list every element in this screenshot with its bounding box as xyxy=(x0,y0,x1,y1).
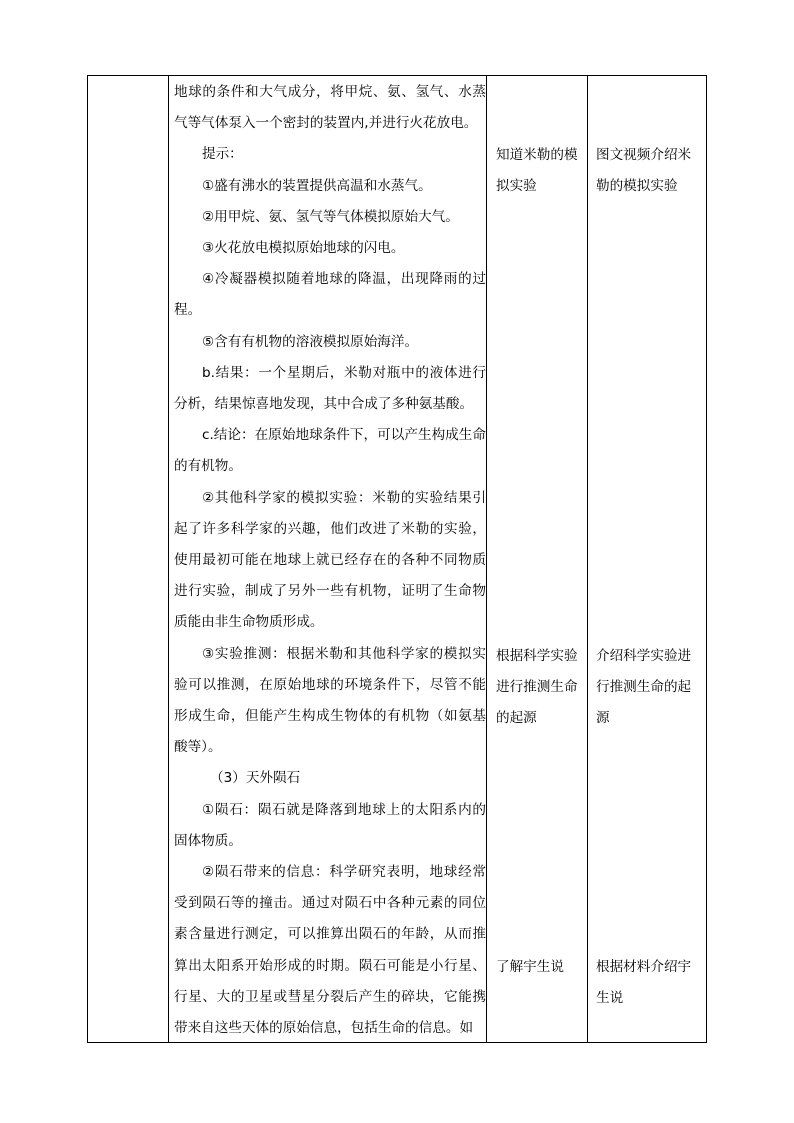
content-paragraph: ①陨石：陨石就是降落到地球上的太阳系内的固体物质。 xyxy=(174,801,486,849)
student-activity-cell xyxy=(496,140,588,202)
design-intent-cell xyxy=(596,140,704,202)
content-paragraph: ①盛有沸水的装置提供高温和水蒸气。 xyxy=(202,177,432,194)
student-activity-text: 知道米勒的模拟实验 xyxy=(496,147,578,195)
content-paragraph: c.结论：在原始地球条件下，可以产生构成生命的有机物。 xyxy=(174,427,486,475)
lesson-table xyxy=(87,75,707,1043)
column-divider xyxy=(168,76,169,1042)
design-intent-text: 根据材料介绍宇生说 xyxy=(596,959,692,1007)
content-paragraph: ④冷凝器模拟随着地球的降温，出现降雨的过程。 xyxy=(174,271,486,319)
content-paragraph: ③实验推测：根据米勒和其他科学家的模拟实验可以推测，在原始地球的环境条件下，尽管不能形成生命，但能产生构成生物体的有机物（如氨基酸等）。 xyxy=(174,645,486,756)
design-intent-cell xyxy=(596,641,704,735)
section-heading: （3）天外陨石 xyxy=(210,770,301,787)
content-paragraph: ②陨石带来的信息：科学研究表明，地球经常受到陨石等的撞击。通过对陨石中各种元素的同位素含量进行测定，可以推算出陨石的年龄，从而推算出太阳系开始形成的时期。陨石可能是小行星、行星、大的卫星或彗星分裂后产生的碎块，它能携带来自这些天体的原始信息，包括生命的信息。如 xyxy=(174,864,486,1037)
design-intent-text: 图文视频介绍米勒的模拟实验 xyxy=(596,147,692,195)
column-divider xyxy=(587,76,588,1042)
student-activity-cell xyxy=(496,641,588,735)
hint-label: 提示： xyxy=(202,146,243,163)
teaching-content-column xyxy=(174,76,486,1044)
column-divider xyxy=(486,76,487,1042)
content-paragraph: ②其他科学家的模拟实验：米勒的实验结果引起了许多科学家的兴趣，他们改进了米勒的实验，使用最初可能在地球上就已经存在的各种不同物质进行实验，制成了另外一些有机物，证明了生命物质能由非生命物质形成。 xyxy=(174,489,486,631)
content-paragraph: ⑤含有有机物的溶液模拟原始海洋。 xyxy=(202,333,419,350)
content-paragraph: ②用甲烷、氨、氢气等气体模拟原始大气。 xyxy=(202,208,459,225)
content-paragraph: ③火花放电模拟原始地球的闪电。 xyxy=(202,240,405,257)
student-activity-cell xyxy=(496,952,588,983)
design-intent-cell xyxy=(596,952,704,1014)
content-paragraph: 地球的条件和大气成分，将甲烷、氨、氢气、水蒸气等气体泵入一个密封的装置内,并进行火花放电。 xyxy=(174,84,486,132)
student-activity-text: 根据科学实验进行推测生命的起源 xyxy=(496,648,578,727)
design-intent-text: 介绍科学实验进行推测生命的起源 xyxy=(596,648,692,727)
content-paragraph: b.结果：一个星期后，米勒对瓶中的液体进行分析，结果惊喜地发现，其中合成了多种氨基酸。 xyxy=(174,364,486,413)
student-activity-text: 了解宇生说 xyxy=(496,959,564,975)
